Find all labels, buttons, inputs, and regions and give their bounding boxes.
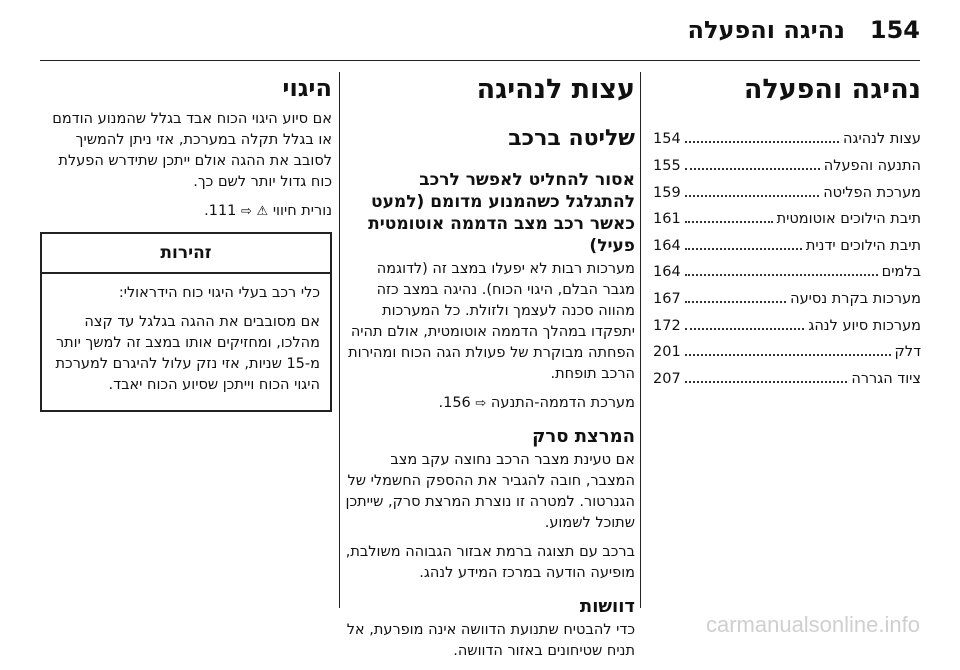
toc-item[interactable]	[653, 313, 921, 340]
cross-reference-page: 111	[208, 202, 237, 219]
toc-item[interactable]	[653, 180, 921, 207]
toc-item[interactable]	[653, 366, 921, 393]
paragraph: אם סיוע היגוי הכוח אבד בגלל שהמנוע הודמם או בגלל תקלה במערכת, אזי ניתן להמשיך לסובב את ההגה אולם ייתכן שתידרש הפעלת כוח גדול יותר לשם כך.	[52, 110, 332, 190]
toc-leader	[685, 301, 786, 303]
toc-leader	[685, 195, 820, 197]
power-steering-warning-icon: ⚠	[256, 203, 269, 219]
column-divider-left	[339, 72, 340, 608]
page-header	[0, 0, 960, 60]
toc-item-page: 159	[653, 184, 681, 201]
idle-boost-heading: המרצת סרק	[532, 426, 635, 448]
toc-item-page: 207	[653, 370, 681, 387]
cross-reference-text: מערכת הדממה-התנעה	[490, 395, 635, 412]
caution-paragraph: כלי רכב בעלי היגוי כוח הידראולי:	[118, 284, 320, 301]
toc-item-label: מערכת הפליטה	[823, 184, 921, 201]
toc-item[interactable]	[653, 153, 921, 180]
column-divider-right	[640, 72, 641, 608]
toc-column	[653, 72, 921, 392]
toc-item-label: מערכות סיוע לנהג	[808, 317, 921, 334]
toc-item-page: 167	[653, 290, 681, 307]
paragraph: אם טעינת מצבר הרכב נחוצה עקב מצב המצבר, חובה להגביר את ההספק החשמלי של הגנרטור. למטרה זו נוצרת המרצת סרק, שייתכן שתוכל לשמוע.	[345, 451, 635, 531]
caution-body	[42, 274, 330, 410]
driving-tips-title: עצות לנהיגה	[476, 74, 635, 105]
vehicle-control-heading: שליטה ברכב	[508, 126, 635, 152]
toc-item-page: 161	[653, 211, 681, 228]
toc-item[interactable]	[653, 206, 921, 233]
steering-column	[40, 72, 332, 412]
toc-item-label: תיבת הילוכים ידנית	[805, 237, 921, 254]
toc-item-page: 172	[653, 317, 681, 334]
toc-leader	[685, 354, 891, 356]
header-divider	[40, 60, 920, 61]
toc-item-label: דלק	[894, 344, 921, 361]
page-reference-icon: ⇨	[241, 203, 252, 219]
toc-leader	[685, 274, 878, 276]
toc-item-page: 155	[653, 157, 681, 174]
toc-item-label: התנעה והפעלה	[823, 157, 921, 174]
caution-box	[40, 232, 332, 412]
toc-item-page: 154	[653, 131, 681, 148]
cross-reference-text: נורית חיווי	[272, 202, 332, 219]
toc-leader	[685, 141, 839, 143]
driving-tips-column	[345, 72, 635, 670]
cross-reference: מערכת הדממה-התנעה ⇨ 156.	[438, 395, 635, 412]
paragraph: מערכות רבות לא יפעלו במצב זה (לדוגמה מגבר הבלם, היגוי הכוח). נהיגה במצב כזה מהווה סכנה לעצמך ולזולת. כל המערכות יתפקדו במהלך הדממה אוטומטית, אולם תהיה הפחתה מבוקרת של פעולת הגה הכוח ומהירות הרכב תופחת.	[348, 261, 635, 383]
toc-leader	[685, 168, 820, 170]
toc-leader	[685, 328, 805, 330]
toc-item[interactable]	[653, 126, 921, 153]
table-of-contents	[653, 126, 921, 392]
toc-item-label: בלמים	[881, 264, 921, 281]
warning-lead-text: אסור להחליט לאפשר לרכב להתגלגל כשהמנוע מדומם (למעט כאשר רכב מצב הדממה אוטומטית פעיל)	[368, 169, 635, 257]
caution-paragraph: אם מסובבים את ההגה בגלגל עד קצה מהלכו, ומחזיקים אותו במצב זה למשך יותר מ-15 שניות, אזי נזק עלול להיגרם למערכת היגוי הכוח וייתכן שסיוע הכוח יאבד.	[55, 313, 320, 393]
toc-leader	[685, 221, 773, 223]
toc-item-label: עצות לנהיגה	[843, 131, 921, 148]
toc-item-page: 164	[653, 237, 681, 254]
toc-item[interactable]	[653, 286, 921, 313]
paragraph: כדי להבטיח שתנועת הדוושה אינה מופרעת, אל תניח שטיחונים באזור הדוושה.	[346, 621, 635, 659]
caution-title: זהירות	[42, 234, 330, 274]
toc-item-label: ציוד הגררה	[851, 370, 921, 387]
toc-leader	[685, 248, 802, 250]
toc-item-label: מערכות בקרת נסיעה	[790, 290, 921, 307]
toc-item-label: תיבת הילוכים אוטומטית	[776, 211, 921, 228]
toc-leader	[685, 381, 848, 383]
toc-item[interactable]	[653, 259, 921, 286]
cross-reference: נורית חיווי ⚠ ⇨ 111.	[204, 202, 332, 219]
steering-title: היגוי	[282, 74, 332, 102]
toc-item[interactable]	[653, 233, 921, 260]
paragraph: ברכב עם תצוגה ברמת אבזור הגבוהה משולבת, מופיעה הודעה במרכז המידע לנהג.	[345, 543, 635, 581]
running-header-title: נהיגה והפעלה	[687, 16, 845, 44]
page-number: 154	[869, 16, 920, 44]
pedals-heading: דוושות	[579, 595, 635, 617]
watermark: carmanualsonline.info	[705, 612, 920, 637]
toc-item-page: 201	[653, 344, 681, 361]
toc-item[interactable]	[653, 339, 921, 366]
toc-item-page: 164	[653, 264, 681, 281]
section-title: נהיגה והפעלה	[743, 74, 921, 105]
page-reference-icon: ⇨	[475, 396, 487, 412]
cross-reference-page: 156	[443, 395, 471, 412]
